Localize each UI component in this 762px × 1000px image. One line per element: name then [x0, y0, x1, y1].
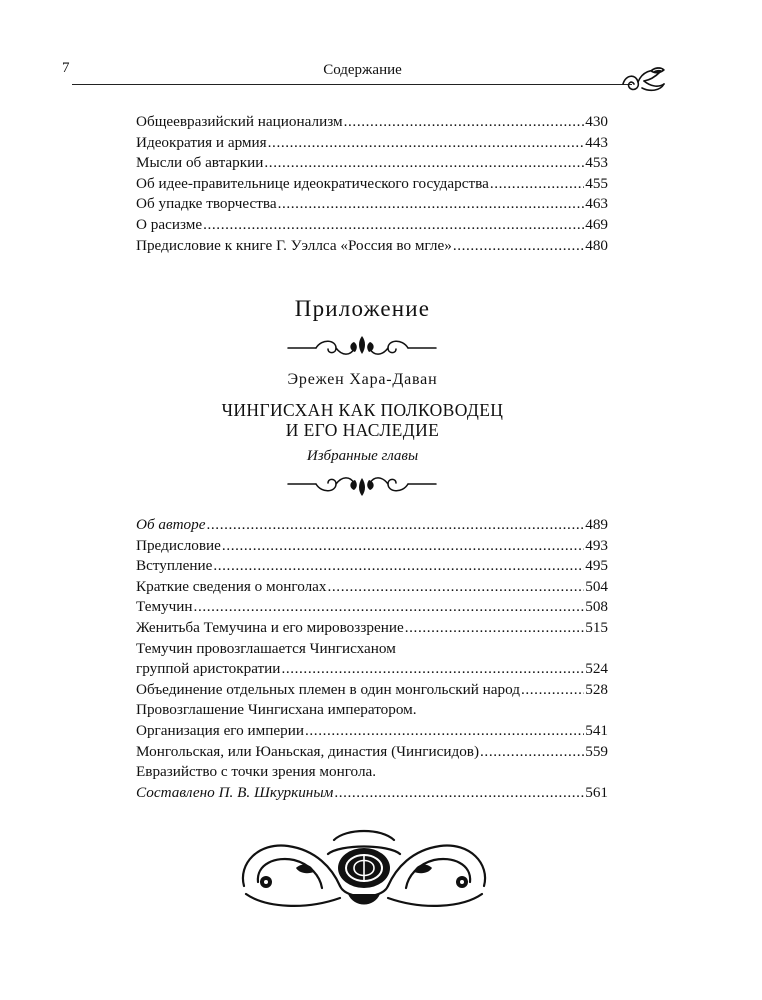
header-rule — [72, 84, 632, 85]
toc-entry-title: Предисловие к книге Г. Уэллса «Россия во мгле» — [136, 236, 452, 254]
dot-leader — [405, 618, 584, 639]
toc-entry — [136, 556, 608, 577]
toc-entry-title: Общеевразийский национализм — [136, 113, 343, 130]
corner-flourish-icon — [620, 58, 668, 98]
toc-entry — [136, 215, 608, 236]
toc-entry-first-line: Провозглашение Чингисхана императором. — [136, 701, 417, 719]
work-title — [0, 400, 725, 440]
toc-entry-title: Женитьба Темучина и его мировоззрение — [136, 618, 404, 636]
toc-entry — [136, 153, 608, 174]
toc-entry-title: О расизме — [136, 215, 203, 233]
toc-entry-page: 463 — [585, 195, 608, 213]
toc-entry-page: 489 — [585, 516, 608, 533]
dot-leader — [222, 536, 584, 557]
toc-entry-title: группой аристократии — [136, 660, 281, 678]
toc-entry — [136, 536, 608, 557]
toc-entry-page: 455 — [585, 174, 608, 192]
toc-entry — [136, 742, 608, 763]
toc-entry-page: 430 — [585, 113, 608, 130]
toc-entry-title: Об авторе — [136, 516, 206, 533]
scroll-divider-icon — [286, 330, 438, 362]
dot-leader — [278, 194, 585, 215]
toc-entry-title: Предисловие — [136, 536, 221, 554]
toc-entry — [136, 174, 608, 195]
toc-entry-page: 524 — [585, 660, 608, 678]
running-title: Содержание — [323, 62, 402, 78]
toc-entry — [136, 112, 608, 133]
toc-entry-page: 541 — [585, 721, 608, 739]
dot-leader — [264, 153, 584, 174]
toc-entry-page: 504 — [585, 577, 608, 595]
dot-leader — [281, 659, 584, 680]
page-number: 7 — [62, 60, 70, 76]
toc-entry-page: 493 — [585, 536, 608, 554]
toc-entry-title: Монгольская, или Юаньская, династия (Чингисидов) — [136, 742, 480, 760]
work-title-line-2: И ЕГО НАСЛЕДИЕ — [285, 420, 440, 440]
dot-leader — [334, 783, 584, 804]
toc-entry-first-line: Темучин провозглашается Чингисханом — [136, 639, 396, 657]
toc-entry — [136, 194, 608, 215]
toc-entry-page: 559 — [585, 742, 608, 760]
toc-entry — [136, 236, 608, 257]
dot-leader — [213, 556, 584, 577]
toc-list-top — [136, 112, 608, 256]
toc-entry-page: 469 — [585, 215, 608, 233]
dot-leader — [328, 577, 585, 598]
scroll-divider-icon — [286, 470, 438, 502]
floral-tailpiece-icon — [236, 824, 492, 914]
toc-entry-page: 515 — [585, 618, 608, 636]
dot-leader — [453, 236, 584, 257]
work-title-line-1: ЧИНГИСХАН КАК ПОЛКОВОДЕЦ — [221, 400, 504, 420]
toc-entry-page: 453 — [585, 154, 608, 172]
dot-leader — [344, 112, 585, 133]
toc-entry-title: Об упадке творчества — [136, 195, 277, 213]
toc-entry-title: Темучин — [136, 598, 193, 616]
toc-entry — [136, 618, 608, 639]
toc-entry — [136, 762, 608, 803]
appendix-author: Эрежен Хара-Даван — [287, 371, 438, 388]
toc-entry — [136, 700, 608, 741]
toc-entry-title: Вступление — [136, 557, 213, 575]
dot-leader — [305, 721, 584, 742]
toc-entry-page: 495 — [585, 557, 608, 575]
toc-entry — [136, 597, 608, 618]
dot-leader — [490, 174, 584, 195]
toc-entry-title: Мысли об автаркии — [136, 154, 264, 172]
toc-entry-title: Организация его империи — [136, 721, 305, 739]
toc-entry-page: 508 — [585, 598, 608, 616]
toc-entry — [136, 577, 608, 598]
dot-leader — [268, 133, 585, 154]
dot-leader — [521, 680, 584, 701]
toc-entry-title: Идеократия и армия — [136, 133, 267, 151]
toc-entry — [136, 680, 608, 701]
toc-entry-title: Составлено П. В. Шкуркиным — [136, 783, 334, 801]
toc-entry-first-line: Евразийство с точки зрения монгола. — [136, 763, 377, 781]
section-title: Приложение — [294, 296, 431, 321]
toc-entry-page: 480 — [585, 236, 608, 254]
dot-leader — [207, 515, 585, 536]
toc-entry-page: 561 — [585, 783, 608, 801]
toc-entry — [136, 515, 608, 536]
toc-entry — [136, 133, 608, 154]
toc-entry-page: 528 — [585, 680, 608, 698]
dot-leader — [203, 215, 584, 236]
work-subtitle: Избранные главы — [306, 448, 419, 464]
toc-entry-title: Об идее-правительнице идеократического государства — [136, 174, 489, 192]
dot-leader — [480, 742, 584, 763]
toc-list-bottom — [136, 515, 608, 803]
toc-entry-title: Краткие сведения о монголах — [136, 577, 327, 595]
toc-entry — [136, 639, 608, 680]
toc-entry-title: Объединение отдельных племен в один монгольский народ — [136, 680, 520, 698]
dot-leader — [194, 597, 585, 618]
toc-entry-page: 443 — [585, 133, 608, 151]
